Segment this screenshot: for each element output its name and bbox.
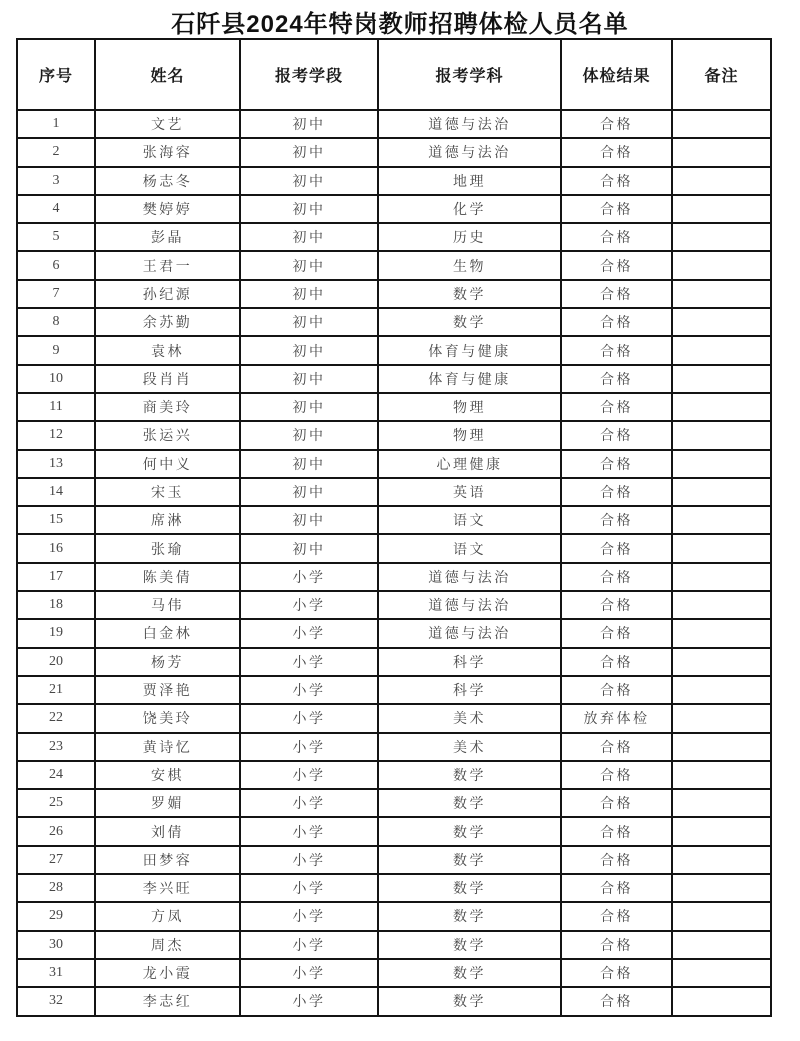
cell-result: 合格 <box>561 421 672 449</box>
cell-subject: 数学 <box>378 761 561 789</box>
cell-subject: 数学 <box>378 817 561 845</box>
cell-index: 4 <box>17 195 95 223</box>
table-row <box>17 421 771 449</box>
cell-name: 黄诗忆 <box>95 733 240 761</box>
header-remarks: 备注 <box>672 39 771 110</box>
cell-index: 27 <box>17 846 95 874</box>
table-row <box>17 195 771 223</box>
cell-result: 合格 <box>561 619 672 647</box>
cell-name: 张海容 <box>95 138 240 166</box>
cell-subject: 道德与法治 <box>378 563 561 591</box>
table-row <box>17 534 771 562</box>
cell-remarks <box>672 846 771 874</box>
cell-name: 樊婷婷 <box>95 195 240 223</box>
table-row <box>17 563 771 591</box>
cell-subject: 数学 <box>378 874 561 902</box>
cell-name: 张运兴 <box>95 421 240 449</box>
cell-level: 初中 <box>240 308 378 336</box>
cell-name: 袁林 <box>95 336 240 364</box>
cell-subject: 物理 <box>378 393 561 421</box>
cell-result: 合格 <box>561 506 672 534</box>
cell-index: 16 <box>17 534 95 562</box>
cell-level: 小学 <box>240 676 378 704</box>
cell-index: 14 <box>17 478 95 506</box>
cell-result: 合格 <box>561 223 672 251</box>
cell-subject: 数学 <box>378 280 561 308</box>
cell-name: 马伟 <box>95 591 240 619</box>
cell-remarks <box>672 167 771 195</box>
cell-subject: 物理 <box>378 421 561 449</box>
table-row <box>17 959 771 987</box>
cell-remarks <box>672 704 771 732</box>
cell-level: 初中 <box>240 195 378 223</box>
cell-remarks <box>672 223 771 251</box>
header-name: 姓名 <box>95 39 240 110</box>
cell-remarks <box>672 789 771 817</box>
cell-name: 安棋 <box>95 761 240 789</box>
cell-name: 杨芳 <box>95 648 240 676</box>
cell-level: 初中 <box>240 336 378 364</box>
cell-result: 合格 <box>561 365 672 393</box>
cell-remarks <box>672 110 771 138</box>
cell-level: 初中 <box>240 478 378 506</box>
header-index: 序号 <box>17 39 95 110</box>
cell-result: 合格 <box>561 902 672 930</box>
table-row <box>17 591 771 619</box>
cell-result: 合格 <box>561 817 672 845</box>
cell-name: 贾泽艳 <box>95 676 240 704</box>
cell-index: 9 <box>17 336 95 364</box>
cell-level: 小学 <box>240 761 378 789</box>
cell-remarks <box>672 874 771 902</box>
cell-name: 商美玲 <box>95 393 240 421</box>
cell-subject: 英语 <box>378 478 561 506</box>
cell-result: 合格 <box>561 251 672 279</box>
cell-subject: 语文 <box>378 506 561 534</box>
cell-remarks <box>672 959 771 987</box>
cell-name: 段肖肖 <box>95 365 240 393</box>
table-row <box>17 733 771 761</box>
cell-subject: 数学 <box>378 308 561 336</box>
cell-level: 初中 <box>240 223 378 251</box>
cell-remarks <box>672 138 771 166</box>
header-row <box>17 39 771 110</box>
cell-index: 2 <box>17 138 95 166</box>
cell-name: 文艺 <box>95 110 240 138</box>
cell-subject: 数学 <box>378 959 561 987</box>
cell-level: 初中 <box>240 393 378 421</box>
cell-index: 31 <box>17 959 95 987</box>
cell-index: 21 <box>17 676 95 704</box>
cell-level: 初中 <box>240 167 378 195</box>
cell-remarks <box>672 534 771 562</box>
cell-remarks <box>672 450 771 478</box>
header-result: 体检结果 <box>561 39 672 110</box>
cell-subject: 生物 <box>378 251 561 279</box>
cell-result: 合格 <box>561 534 672 562</box>
cell-result: 合格 <box>561 195 672 223</box>
cell-index: 25 <box>17 789 95 817</box>
table-row <box>17 308 771 336</box>
cell-level: 初中 <box>240 421 378 449</box>
cell-level: 小学 <box>240 902 378 930</box>
cell-result: 合格 <box>561 846 672 874</box>
table-row <box>17 450 771 478</box>
table-row <box>17 478 771 506</box>
cell-remarks <box>672 733 771 761</box>
table-row <box>17 138 771 166</box>
header-level: 报考学段 <box>240 39 378 110</box>
cell-result: 合格 <box>561 563 672 591</box>
cell-result: 合格 <box>561 478 672 506</box>
cell-level: 小学 <box>240 817 378 845</box>
cell-index: 5 <box>17 223 95 251</box>
cell-index: 12 <box>17 421 95 449</box>
cell-index: 18 <box>17 591 95 619</box>
page-title: 石阡县2024年特岗教师招聘体检人员名单 <box>171 11 629 38</box>
header-subject: 报考学科 <box>378 39 561 110</box>
cell-remarks <box>672 987 771 1015</box>
cell-name: 罗媚 <box>95 789 240 817</box>
cell-subject: 数学 <box>378 846 561 874</box>
cell-level: 小学 <box>240 959 378 987</box>
cell-subject: 数学 <box>378 931 561 959</box>
table-row <box>17 223 771 251</box>
cell-index: 17 <box>17 563 95 591</box>
cell-remarks <box>672 336 771 364</box>
cell-result: 放弃体检 <box>561 704 672 732</box>
cell-remarks <box>672 676 771 704</box>
cell-index: 23 <box>17 733 95 761</box>
cell-name: 周杰 <box>95 931 240 959</box>
cell-name: 李兴旺 <box>95 874 240 902</box>
cell-index: 8 <box>17 308 95 336</box>
cell-result: 合格 <box>561 931 672 959</box>
cell-name: 刘倩 <box>95 817 240 845</box>
cell-index: 26 <box>17 817 95 845</box>
cell-index: 6 <box>17 251 95 279</box>
cell-name: 何中义 <box>95 450 240 478</box>
cell-level: 小学 <box>240 704 378 732</box>
cell-subject: 心理健康 <box>378 450 561 478</box>
table-body <box>17 110 771 1016</box>
cell-result: 合格 <box>561 167 672 195</box>
table-row <box>17 846 771 874</box>
cell-level: 初中 <box>240 251 378 279</box>
cell-level: 小学 <box>240 874 378 902</box>
cell-subject: 历史 <box>378 223 561 251</box>
cell-subject: 科学 <box>378 648 561 676</box>
cell-index: 28 <box>17 874 95 902</box>
cell-subject: 科学 <box>378 676 561 704</box>
cell-level: 初中 <box>240 110 378 138</box>
cell-index: 24 <box>17 761 95 789</box>
cell-level: 小学 <box>240 619 378 647</box>
table-row <box>17 506 771 534</box>
cell-result: 合格 <box>561 987 672 1015</box>
cell-remarks <box>672 365 771 393</box>
cell-subject: 道德与法治 <box>378 138 561 166</box>
cell-level: 小学 <box>240 591 378 619</box>
cell-remarks <box>672 421 771 449</box>
cell-index: 3 <box>17 167 95 195</box>
cell-level: 初中 <box>240 506 378 534</box>
cell-level: 小学 <box>240 648 378 676</box>
cell-index: 10 <box>17 365 95 393</box>
cell-subject: 道德与法治 <box>378 591 561 619</box>
table-row <box>17 761 771 789</box>
cell-index: 32 <box>17 987 95 1015</box>
cell-level: 小学 <box>240 563 378 591</box>
table-row <box>17 817 771 845</box>
cell-result: 合格 <box>561 110 672 138</box>
cell-remarks <box>672 761 771 789</box>
cell-subject: 化学 <box>378 195 561 223</box>
cell-level: 小学 <box>240 733 378 761</box>
cell-level: 小学 <box>240 846 378 874</box>
cell-level: 初中 <box>240 534 378 562</box>
cell-level: 初中 <box>240 450 378 478</box>
table-row <box>17 931 771 959</box>
cell-result: 合格 <box>561 393 672 421</box>
cell-remarks <box>672 931 771 959</box>
cell-level: 初中 <box>240 365 378 393</box>
cell-result: 合格 <box>561 308 672 336</box>
cell-name: 张瑜 <box>95 534 240 562</box>
cell-result: 合格 <box>561 450 672 478</box>
table-row <box>17 280 771 308</box>
cell-result: 合格 <box>561 959 672 987</box>
cell-result: 合格 <box>561 336 672 364</box>
cell-index: 11 <box>17 393 95 421</box>
cell-name: 王君一 <box>95 251 240 279</box>
cell-name: 田梦容 <box>95 846 240 874</box>
cell-subject: 体育与健康 <box>378 365 561 393</box>
cell-result: 合格 <box>561 591 672 619</box>
cell-result: 合格 <box>561 138 672 166</box>
cell-remarks <box>672 506 771 534</box>
table-row <box>17 393 771 421</box>
cell-subject: 美术 <box>378 704 561 732</box>
cell-subject: 语文 <box>378 534 561 562</box>
cell-result: 合格 <box>561 761 672 789</box>
cell-level: 小学 <box>240 789 378 817</box>
table-header <box>17 39 771 110</box>
table-row <box>17 789 771 817</box>
cell-index: 29 <box>17 902 95 930</box>
cell-subject: 地理 <box>378 167 561 195</box>
cell-name: 杨志冬 <box>95 167 240 195</box>
cell-index: 7 <box>17 280 95 308</box>
table-row <box>17 110 771 138</box>
table-row <box>17 365 771 393</box>
cell-level: 初中 <box>240 138 378 166</box>
cell-remarks <box>672 619 771 647</box>
cell-remarks <box>672 648 771 676</box>
exam-roster-table <box>16 38 772 1017</box>
cell-subject: 道德与法治 <box>378 110 561 138</box>
cell-name: 席淋 <box>95 506 240 534</box>
cell-remarks <box>672 280 771 308</box>
cell-remarks <box>672 308 771 336</box>
cell-name: 李志红 <box>95 987 240 1015</box>
cell-level: 小学 <box>240 931 378 959</box>
cell-name: 龙小霞 <box>95 959 240 987</box>
cell-subject: 数学 <box>378 789 561 817</box>
cell-remarks <box>672 393 771 421</box>
table-row <box>17 648 771 676</box>
cell-name: 彭晶 <box>95 223 240 251</box>
cell-remarks <box>672 478 771 506</box>
cell-subject: 数学 <box>378 902 561 930</box>
table-row <box>17 987 771 1015</box>
cell-remarks <box>672 591 771 619</box>
table-row <box>17 902 771 930</box>
cell-remarks <box>672 902 771 930</box>
cell-result: 合格 <box>561 733 672 761</box>
cell-level: 小学 <box>240 987 378 1015</box>
cell-subject: 数学 <box>378 987 561 1015</box>
cell-name: 饶美玲 <box>95 704 240 732</box>
cell-result: 合格 <box>561 676 672 704</box>
table-row <box>17 251 771 279</box>
cell-level: 初中 <box>240 280 378 308</box>
cell-result: 合格 <box>561 648 672 676</box>
cell-index: 19 <box>17 619 95 647</box>
cell-result: 合格 <box>561 874 672 902</box>
cell-subject: 美术 <box>378 733 561 761</box>
cell-remarks <box>672 563 771 591</box>
cell-index: 30 <box>17 931 95 959</box>
cell-result: 合格 <box>561 789 672 817</box>
table-row <box>17 336 771 364</box>
table-row <box>17 676 771 704</box>
cell-index: 13 <box>17 450 95 478</box>
cell-name: 陈美倩 <box>95 563 240 591</box>
cell-name: 余苏勤 <box>95 308 240 336</box>
cell-subject: 道德与法治 <box>378 619 561 647</box>
cell-index: 20 <box>17 648 95 676</box>
cell-index: 22 <box>17 704 95 732</box>
cell-name: 孙纪源 <box>95 280 240 308</box>
cell-name: 白金林 <box>95 619 240 647</box>
cell-index: 1 <box>17 110 95 138</box>
cell-result: 合格 <box>561 280 672 308</box>
table-row <box>17 874 771 902</box>
cell-subject: 体育与健康 <box>378 336 561 364</box>
table-row <box>17 704 771 732</box>
cell-remarks <box>672 251 771 279</box>
cell-name: 宋玉 <box>95 478 240 506</box>
table-row <box>17 619 771 647</box>
table-row <box>17 167 771 195</box>
cell-name: 方凤 <box>95 902 240 930</box>
cell-remarks <box>672 195 771 223</box>
cell-index: 15 <box>17 506 95 534</box>
cell-remarks <box>672 817 771 845</box>
